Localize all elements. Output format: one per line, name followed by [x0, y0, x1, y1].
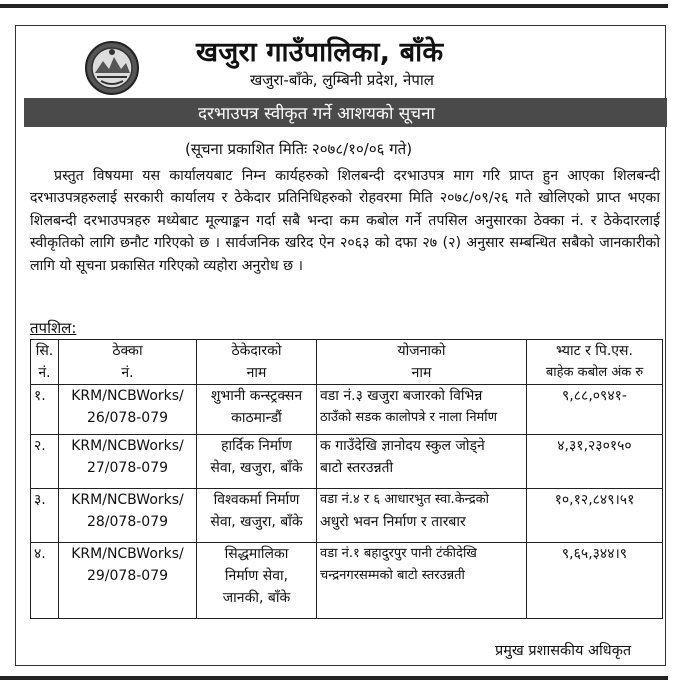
header-contract-no-line: ठेक्का — [112, 343, 143, 359]
row-project — [317, 543, 527, 619]
contractor-line: विश्वकर्मा निर्माण — [213, 492, 300, 508]
notice-body-text: प्रस्तुत विषयमा यस कार्यालयबाट निम्न कार्यहरुको शिलबन्दी दरभाउपत्र माग गरि प्राप्त हुन आएका शिलबन्दी दरभाउपत्रहरुलाई सरकारी कार्यालय र ठेकेदार प्रतिनिधिहरुको रोहवरमा मिति २०७८/०९/२६ गते खोलिएको प्राप्त भएका शिलबन्दी दरभाउपत्रहरु मध्येबाट मूल्याङ्कन गर्दा सबै भन्दा कम कबोल गर्ने तपसिल अनुसारका ठेक्का नं. र ठेकेदारलाई स्वीकृतिको लागि छनौट गरिएको छ । सार्वजनिक खरिद ऐन २०६३ को दफा २७ (२) अनुसार सम्बन्धित सबैको जानकारीको लागि यो सूचना प्रकासित गरिएको व्यहोरा अनुरोध छ । — [30, 168, 660, 274]
header-project-line: योजनाको — [397, 343, 446, 359]
project-line: अधुरो भवन निर्माण र तारबार — [320, 514, 466, 530]
header-amount-line: भ्याट र पि.एस. — [556, 343, 633, 359]
top-rule — [0, 4, 668, 8]
row-project — [317, 489, 527, 543]
row-contract-no — [59, 435, 197, 489]
table-row — [31, 489, 663, 543]
contract-no-line: KRM/NCBWorks/ — [71, 388, 184, 404]
org-address: खजुरा-बाँके, लुम्बिनी प्रदेश, नेपाल — [250, 71, 434, 89]
table-row — [31, 543, 663, 619]
row-contractor — [197, 543, 317, 619]
notice-title-banner — [24, 98, 667, 127]
header-contract-no — [59, 340, 197, 385]
contractor-line: हार्दिक निर्माण — [221, 438, 292, 454]
signature: प्रमुख प्रशासकीय अधिकृत — [495, 643, 632, 659]
row-amount: ४,३१,२३०१५० — [527, 435, 663, 489]
header-project — [317, 340, 527, 385]
project-line: वडा नं.४ र ६ आधारभुत स्वा.केन्द्रको — [320, 492, 489, 507]
table-row — [31, 385, 663, 435]
contractor-line: सेवा, खजुरा, बाँके — [210, 460, 303, 476]
row-amount: ९,६५,३४४।९ — [527, 543, 663, 619]
notice-title: दरभाउपत्र स्वीकृत गर्ने आशयको सूचना — [198, 104, 435, 124]
row-project — [317, 435, 527, 489]
header-sn-line: नं. — [38, 365, 51, 381]
notice-body — [30, 165, 660, 277]
row-contract-no — [59, 543, 197, 619]
project-line: चन्द्रनगरसम्मको बाटो स्तरउन्नती — [320, 568, 465, 583]
project-line: ठाउँको सडक कालोपत्रे र नाला निर्माण — [320, 410, 498, 425]
header-project-line: नाम — [411, 365, 432, 381]
table-row — [31, 435, 663, 489]
row-sn: १. — [31, 385, 59, 435]
row-contractor — [197, 385, 317, 435]
published-date: (सूचना प्रकाशित मितिः २०७८/१०/०६ गते) — [185, 140, 413, 158]
project-line: वडा नं.१ बहादुरपुर पानी टंकीदेखि — [320, 546, 477, 561]
header-contract-no-line: नं. — [121, 365, 134, 381]
contract-no-line: KRM/NCBWorks/ — [71, 546, 184, 562]
contract-no-line: KRM/NCBWorks/ — [71, 438, 184, 454]
row-project — [317, 385, 527, 435]
contractor-line: सेवा, खजुरा, बाँके — [210, 514, 303, 530]
header-contractor-line: नाम — [246, 365, 267, 381]
row-contractor — [197, 489, 317, 543]
contractor-line: काठमान्डौं — [231, 410, 282, 426]
bottom-rule — [0, 676, 668, 680]
row-sn: ३. — [31, 489, 59, 543]
row-contract-no — [59, 489, 197, 543]
contract-no-line: 27/078-079 — [86, 460, 169, 476]
contractor-line: शुभानी कन्स्ट्रक्सन — [210, 388, 303, 404]
row-amount: ९,८८,०९४१- — [527, 385, 663, 435]
header-sn — [31, 340, 59, 385]
project-line: क गाउँदेखि ज्ञानोदय स्कुल जोड्ने — [320, 438, 485, 454]
row-amount: १०,१२,८४९।५१ — [527, 489, 663, 543]
project-line: बाटो स्तरउन्नती — [320, 460, 394, 476]
org-name: खजुरा गाउँपालिका, बाँके — [196, 37, 444, 68]
row-sn: ४. — [31, 543, 59, 619]
table-header-row — [31, 340, 663, 385]
contractor-line: सिद्धमालिका — [224, 546, 289, 562]
header-contractor-line: ठेकेदारको — [231, 343, 282, 359]
header-amount — [527, 340, 663, 385]
contract-no-line: KRM/NCBWorks/ — [71, 492, 184, 508]
tender-table — [30, 339, 663, 619]
contract-no-line: 28/078-079 — [86, 514, 169, 530]
schedule-label: तपशिल: — [30, 319, 77, 337]
contractor-line: निर्माण सेवा, — [224, 568, 289, 584]
row-contract-no — [59, 385, 197, 435]
header-amount-line: बाहेक कबोल अंक रु — [545, 365, 644, 380]
contract-no-line: 29/078-079 — [86, 568, 169, 584]
nepal-government-emblem-icon — [83, 39, 141, 97]
header-contractor — [197, 340, 317, 385]
project-line: वडा नं.३ खजुरा बजारको विभिन्न — [320, 388, 483, 404]
contract-no-line: 26/078-079 — [86, 410, 169, 426]
row-sn: २. — [31, 435, 59, 489]
header-sn-line: सि. — [35, 343, 54, 359]
row-contractor — [197, 435, 317, 489]
contractor-line: जानकी, बाँके — [222, 590, 291, 606]
